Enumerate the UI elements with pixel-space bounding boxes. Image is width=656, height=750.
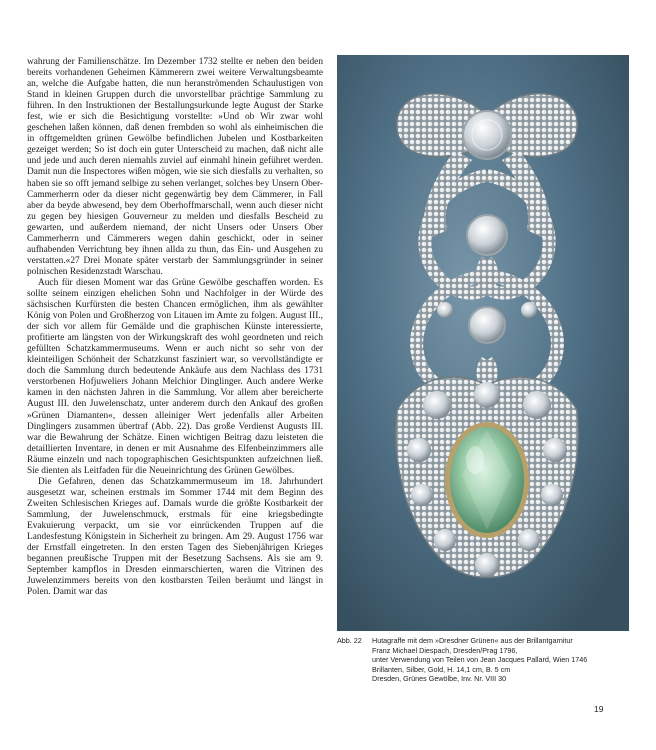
page-number: 19	[594, 704, 604, 714]
caption-line: unter Verwendung von Teilen von Jean Jacques Pallard, Wien 1746	[372, 655, 588, 665]
caption-line: Dresden, Grünes Gewölbe, Inv. Nr. VIII 30	[372, 674, 507, 684]
paragraph: wahrung der Familienschätze. Im Dezember 1732 stellte er neben den beiden bereits vorhandenen Geheimen Kämmerern zwei weitere Verwaltungsbeamte an, welche die Aufgabe hatten, die nun heranströmenden Schaulustigen von Stand in kleinen Gruppen durch die unvorstellbar prächtige Sammlung zu führen. In den Instruktionen der Bestallungsurkunde legte August der Starke fest, wie er sich die Besichtigung vorstellte: »Und ob Wir zwar wohl geschehen laßen können, daß denen frembden so wohl als einheimischen die in offtgemeldten grünen Gewölbe befindlichen Jubelen und Kostbarkeiten gezeiget werden; So ist doch ein guter Unterscheid zu machen, daß nicht alle und jede und auch deren niemahls zuviel auf einmahl hinein geführet werden. Damit nun die Inspectores wißen mögen, wie sie sich diesfalls zu verhalten, so haben sie so offt jemand selbige zu sehen verlanget, solches bey Unsern Ober-Cammerherrn oder da dieser nicht gegenwärtig bey dem Cämmerer, in Fall aber da beyde abwesend, bey dem Oberhoffmarschall, wenn auch dieser nicht zu gegen bey hiesigen Gouverneur zu melden und diesfalls Bescheid zu gewarten, und außerdem niemand, der nicht Unsers oder Unsers Ober Cammerherrn und Cämmerers wegen dahin geschickt, oder in seiner aufhabenden Verrichtung bey ihnen allda zu thun, das Ein- und Ausgehen zu verstatten.«27 Drei Monate später verstarb der Sammlungsgründer in seiner polnischen Residenzstadt Warschau.	[27, 57, 323, 277]
hat-clasp-illustration	[337, 55, 629, 631]
caption-line: Hutagraffe mit dem »Dresdner Grünen« aus der Brillantgarnitur	[372, 636, 573, 645]
caption-line: Brillanten, Silber, Gold, H. 14,1 cm, B. 5 cm	[372, 664, 511, 674]
paragraph: Die Gefahren, denen das Schatzkammermuseum im 18. Jahrhundert ausgesetzt war, scheinen erstmals im Sommer 1744 mit dem Beginn des Zweiten Schlesischen Krieges auf. Damals wurde die größte Kostbarkeit der Sammlung, der Juwelenschmuck, erstmals für eine kriegsbedingte Evakuierung verpackt, um sie vor einrückenden Truppen auf die Landesfestung Königstein in Sicherheit zu bringen. Am 29. August 1756 war der Ernstfall eingetreten. In den ersten Tagen des Siebenjährigen Krieges begannen preußische Truppen mit der Besetzung Sachsens. Als sie am 9. September kampflos in Dresden einmarschierten, waren die Vitrinen des Juwelenzimmers bereits von den kostbarsten Teilen beräumt und längst in Polen. Damit war das	[27, 476, 323, 598]
paragraph: Auch für diesen Moment war das Grüne Gewölbe geschaffen worden. Es sollte seinem einzigen ehelichen Sohn und Nachfolger in der Würde des sächsischen Kurfürsten die besten Chancen ermöglichen, ihm als gewählter König von Polen und Großherzog von Litauen im Amte zu folgen. August III., der sich vor allem für Gemälde und die graphischen Künste interessierte, profitierte am längsten von der Wirkungskraft des wohl geordneten und reich gefüllten Schatzkammermuseums. Wenn er auch nicht so sehr von der kleinteiligen Schönheit der Schatzkunst fasziniert war, so vervollständigte er doch die Sammlung durch bedeutende Ankäufe aus dem Nachlass des 1731 verstorbenen Hofjuweliers Johann Melchior Dinglinger. Auch andere Werke kamen in den nächsten Jahren in die Sammlung. Vor allem aber bereicherte August III. den Juwelenschatz, unter anderem durch den Ankauf des großen »Grünen Diamanten«, dessen alleiniger Wert jedenfalls aller Arbeiten Dinglingers zusammen übertraf (Abb. 22). Das große Verdienst Augusts III. war die Bewahrung der Schätze. Einen wichtigen Beitrag dazu leisteten die detaillierten Inventare, in denen er mit Ausnahme des Elfenbeinzimmers alle Räume einzeln und nach topographischen Gesichtspunkten aufzeichnen ließ. Sie dienten als Leitfaden für die Neueinrichtung des Grünen Gewölbes.	[27, 277, 323, 476]
figure-label: Abb. 22	[337, 636, 362, 645]
caption-line: Franz Michael Diespach, Dresden/Prag 1796,	[372, 645, 518, 655]
body-text-column	[27, 57, 323, 598]
jewel-photograph	[337, 55, 629, 631]
figure-caption	[372, 636, 632, 684]
